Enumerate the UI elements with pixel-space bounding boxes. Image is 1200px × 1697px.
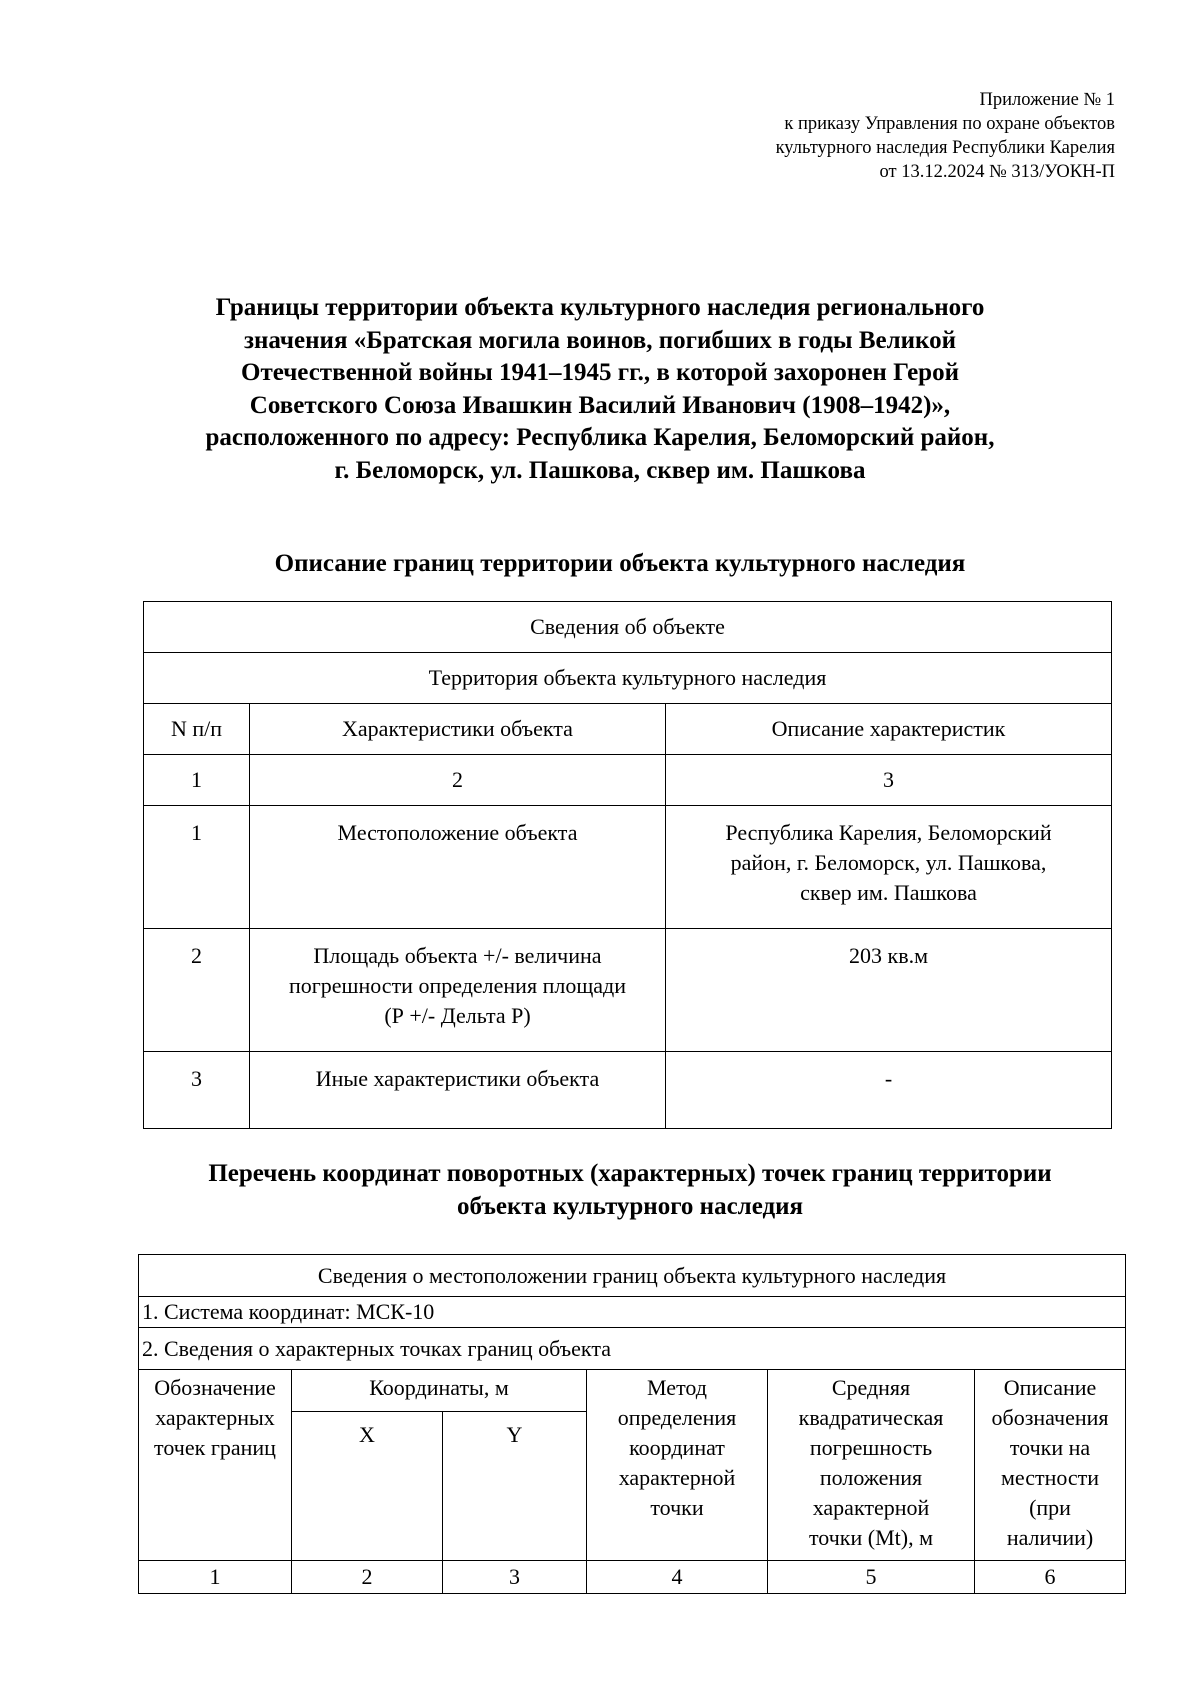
coordinates-table xyxy=(138,1254,1126,1594)
title-line: Границы территории объекта культурного наследия регионального xyxy=(215,294,985,321)
header-line: характерной xyxy=(812,1495,930,1520)
name-line: (Р +/- Дельта Р) xyxy=(384,1003,531,1028)
appendix-line: к приказу Управления по охране объектов xyxy=(784,114,1115,134)
header-line: точки (Mt), м xyxy=(808,1525,934,1550)
header-line: точек границ xyxy=(154,1435,276,1460)
column-number: 3 xyxy=(443,1561,587,1594)
column-header: N п/п xyxy=(144,704,250,755)
row-number: 1 xyxy=(144,806,250,929)
header-line: Описание xyxy=(1003,1375,1097,1400)
column-header: Характеристики объекта xyxy=(250,704,666,755)
row-number: 3 xyxy=(144,1052,250,1129)
title-line: расположенного по адресу: Республика Карелия, Беломорский район, xyxy=(205,424,995,452)
name-line: погрешности определения площади xyxy=(288,973,626,998)
section-title-boundaries: Описание границ территории объекта культурного наследия xyxy=(274,550,966,577)
points-info: 2. Сведения о характерных точках границ объекта xyxy=(139,1328,1126,1370)
row-name xyxy=(250,929,666,1052)
row-name: Иные характеристики объекта xyxy=(250,1052,666,1129)
section-title-coordinates xyxy=(100,1157,1160,1223)
title-line: г. Беломорск, ул. Пашкова, сквер им. Пашкова xyxy=(334,456,866,484)
document-title xyxy=(100,292,1100,488)
table-row xyxy=(144,806,1112,929)
header-line: Обозначение xyxy=(154,1375,276,1400)
table-subheader: Территория объекта культурного наследия xyxy=(144,653,1112,704)
column-header-coordinates: Координаты, м xyxy=(292,1370,587,1412)
column-number: 2 xyxy=(292,1561,443,1594)
header-line: (при xyxy=(1029,1495,1071,1520)
section-title-line: объекта культурного наследия xyxy=(456,1193,804,1220)
coordinate-system: 1. Система координат: МСК-10 xyxy=(139,1297,1126,1328)
table-header: Сведения об объекте xyxy=(144,602,1112,653)
column-header-x: X xyxy=(292,1412,443,1561)
header-line: характерной xyxy=(618,1465,736,1490)
header-line: Метод xyxy=(647,1375,707,1400)
table-row xyxy=(144,929,1112,1052)
header-line: местности xyxy=(1000,1465,1100,1490)
appendix-note xyxy=(776,88,1115,184)
title-line: Отечественной войны 1941–1945 гг., в которой захоронен Герой xyxy=(241,359,959,387)
header-line: погрешность xyxy=(809,1435,933,1460)
table-row xyxy=(144,1052,1112,1129)
row-description xyxy=(666,806,1112,929)
column-number: 1 xyxy=(144,755,250,806)
row-description: 203 кв.м xyxy=(666,929,1112,1052)
column-header-method xyxy=(587,1370,768,1561)
column-header-description xyxy=(975,1370,1126,1561)
header-line: определения xyxy=(617,1405,737,1430)
header-line: обозначения xyxy=(991,1405,1109,1430)
header-line: точки xyxy=(650,1495,704,1520)
appendix-line: Приложение № 1 xyxy=(979,90,1115,110)
appendix-line: от 13.12.2024 № 313/УОКН-П xyxy=(879,162,1115,182)
column-header-error xyxy=(768,1370,975,1561)
column-header-y: Y xyxy=(443,1412,587,1561)
title-line: значения «Братская могила воинов, погибших в годы Великой xyxy=(243,326,957,354)
name-line: Площадь объекта +/- величина xyxy=(313,943,602,968)
appendix-line: культурного наследия Республики Карелия xyxy=(775,138,1115,158)
column-number: 3 xyxy=(666,755,1112,806)
column-number: 6 xyxy=(975,1561,1126,1594)
row-description: - xyxy=(666,1052,1112,1129)
header-line: Средняя xyxy=(831,1375,911,1400)
header-line: координат xyxy=(629,1435,725,1460)
column-number: 4 xyxy=(587,1561,768,1594)
object-info-table xyxy=(143,601,1112,1129)
description-line: район, г. Беломорск, ул. Пашкова, xyxy=(730,850,1047,875)
column-header: Описание характеристик xyxy=(666,704,1112,755)
column-header-designation xyxy=(139,1370,292,1561)
column-number: 2 xyxy=(250,755,666,806)
row-name: Местоположение объекта xyxy=(250,806,666,929)
column-number: 5 xyxy=(768,1561,975,1594)
title-line: Советского Союза Ивашкин Василий Иванович (1908–1942)», xyxy=(249,391,951,419)
section-title-line: Перечень координат поворотных (характерных) точек границ территории xyxy=(208,1160,1052,1187)
description-line: сквер им. Пашкова xyxy=(800,880,977,905)
header-line: наличии) xyxy=(1006,1525,1094,1550)
table-header: Сведения о местоположении границ объекта культурного наследия xyxy=(139,1255,1126,1297)
row-number: 2 xyxy=(144,929,250,1052)
header-line: положения xyxy=(819,1465,923,1490)
column-number: 1 xyxy=(139,1561,292,1594)
header-line: характерных xyxy=(155,1405,275,1430)
header-line: квадратическая xyxy=(798,1405,944,1430)
header-line: точки на xyxy=(1009,1435,1091,1460)
description-line: Республика Карелия, Беломорский xyxy=(725,820,1052,845)
